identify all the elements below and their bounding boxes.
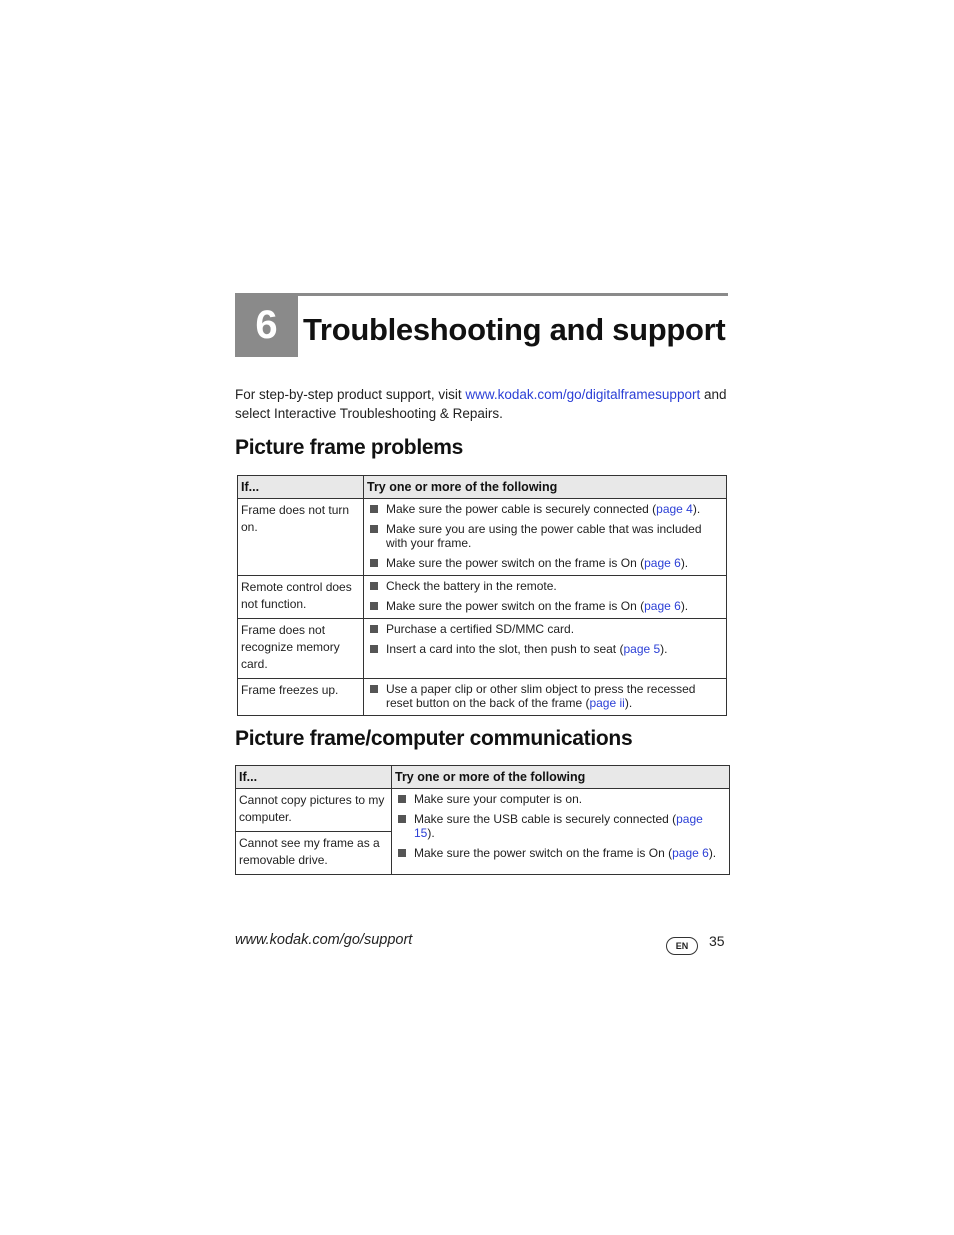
list-item <box>367 579 723 593</box>
list-item <box>395 792 726 806</box>
item-text: Make sure the USB cable is securely connected ( <box>414 812 677 826</box>
column-header-if: If... <box>238 476 364 499</box>
table-row <box>238 499 727 576</box>
section-heading-problems: Picture frame problems <box>235 436 463 459</box>
table-header-row <box>238 476 727 499</box>
list-item <box>395 812 726 840</box>
solution-cell <box>364 619 727 679</box>
page-link[interactable]: page ii <box>589 696 625 710</box>
intro-text-before: For step-by-step product support, visit <box>235 387 466 402</box>
problem-cell: Frame does not recognize memory card. <box>238 619 364 679</box>
table-row <box>236 789 730 832</box>
problem-cell: Frame does not turn on. <box>238 499 364 576</box>
intro-text-after: and select Interactive Troubleshooting & Repairs. <box>235 387 727 421</box>
page-number: 35 <box>709 933 725 949</box>
communications-table <box>235 765 730 875</box>
bullet-square-icon <box>370 685 378 693</box>
bullet-square-icon <box>370 525 378 533</box>
item-text-after: ). <box>680 599 689 613</box>
intro-paragraph <box>235 385 730 423</box>
solution-list <box>367 682 723 710</box>
item-text: Make sure the power switch on the frame is On ( <box>386 556 645 570</box>
item-text-after: ). <box>624 696 633 710</box>
item-text-after: ). <box>708 846 717 860</box>
item-text: Check the battery in the remote. <box>386 579 557 593</box>
bullet-square-icon <box>370 602 378 610</box>
column-header-try: Try one or more of the following <box>392 766 730 789</box>
list-item <box>395 846 726 860</box>
problem-cell: Cannot copy pictures to my computer. <box>236 789 392 832</box>
solution-cell <box>364 679 727 716</box>
page-link[interactable]: page 4 <box>656 502 693 516</box>
chapter-title: Troubleshooting and support <box>303 312 726 347</box>
solution-list <box>367 579 723 613</box>
solution-cell <box>364 499 727 576</box>
item-text: Make sure you are using the power cable that was included with your frame. <box>386 522 702 550</box>
list-item <box>367 642 723 656</box>
table-row <box>238 619 727 679</box>
problem-cell: Remote control does not function. <box>238 576 364 619</box>
item-text-after: ). <box>692 502 701 516</box>
list-item <box>367 502 723 516</box>
bullet-square-icon <box>370 505 378 513</box>
problem-cell: Cannot see my frame as a removable drive. <box>236 832 392 875</box>
page-link[interactable]: page 5 <box>623 642 661 656</box>
bullet-square-icon <box>370 625 378 633</box>
support-link[interactable]: www.kodak.com/go/digitalframesupport <box>465 387 701 402</box>
solution-list <box>367 502 723 570</box>
bullet-square-icon <box>398 815 406 823</box>
page-link[interactable]: page 15 <box>414 812 703 840</box>
solution-cell <box>364 576 727 619</box>
list-item <box>367 522 723 550</box>
item-text: Make sure the power cable is securely connected ( <box>386 502 657 516</box>
section-heading-communications: Picture frame/computer communications <box>235 727 633 750</box>
problem-cell: Frame freezes up. <box>238 679 364 716</box>
table-row <box>238 679 727 716</box>
item-text: Use a paper clip or other slim object to press the recessed reset button on the back of the frame ( <box>386 682 696 710</box>
list-item <box>367 599 723 613</box>
column-header-if: If... <box>236 766 392 789</box>
chapter-number: 6 <box>235 293 298 357</box>
footer-url[interactable]: www.kodak.com/go/support <box>235 932 413 948</box>
page-link[interactable]: page 6 <box>672 846 709 860</box>
page-link[interactable]: page 6 <box>644 599 681 613</box>
list-item <box>367 556 723 570</box>
item-text-after: ). <box>680 556 689 570</box>
item-text: Purchase a certified SD/MMC card. <box>386 622 575 636</box>
language-badge: EN <box>666 937 698 955</box>
item-text-after: ). <box>660 642 668 656</box>
bullet-square-icon <box>370 582 378 590</box>
item-text: Make sure the power switch on the frame is On ( <box>386 599 645 613</box>
solution-list <box>367 622 723 656</box>
table-row <box>238 576 727 619</box>
solution-list <box>395 792 726 860</box>
page-link[interactable]: page 6 <box>644 556 681 570</box>
item-text: Make sure the power switch on the frame is On ( <box>414 846 673 860</box>
problems-table <box>237 475 727 716</box>
bullet-square-icon <box>370 645 378 653</box>
bullet-square-icon <box>370 559 378 567</box>
bullet-square-icon <box>398 849 406 857</box>
list-item <box>367 682 723 710</box>
list-item <box>367 622 723 636</box>
solution-cell <box>392 789 730 875</box>
item-text: Make sure your computer is on. <box>414 792 583 806</box>
table-header-row <box>236 766 730 789</box>
chapter-rule <box>235 293 728 296</box>
column-header-try: Try one or more of the following <box>364 476 727 499</box>
item-text: Insert a card into the slot, then push to seat ( <box>386 642 624 656</box>
bullet-square-icon <box>398 795 406 803</box>
item-text-after: ). <box>427 826 435 840</box>
